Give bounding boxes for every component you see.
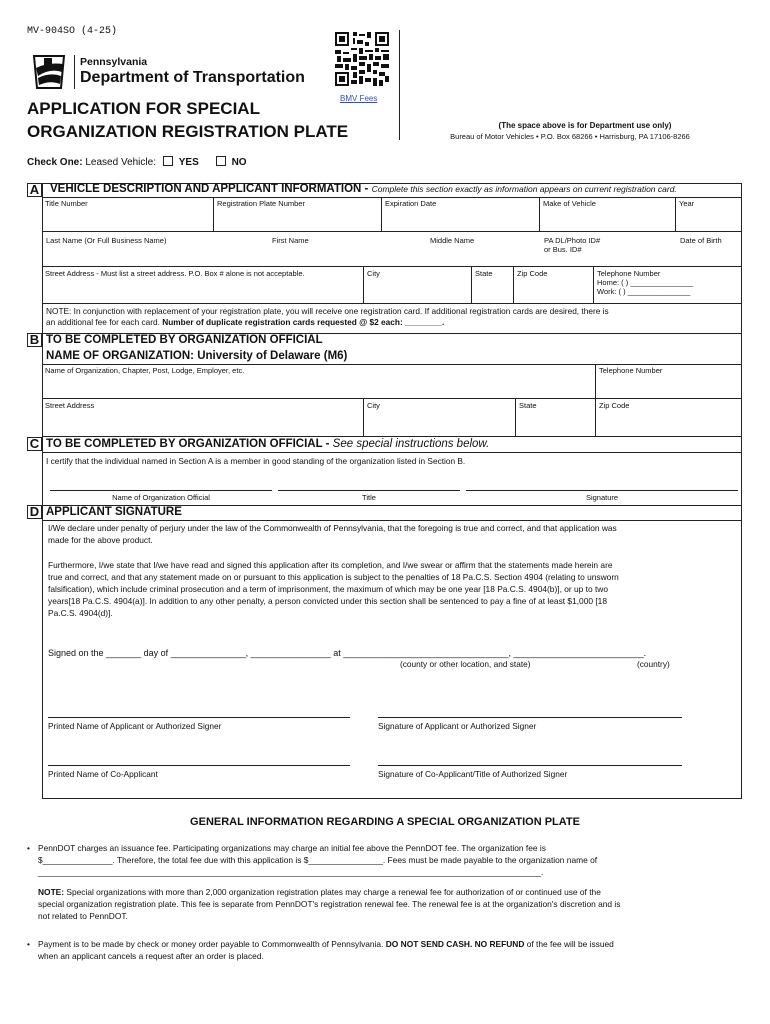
organization-street-field[interactable]: Street Address [42,399,364,437]
section-b-title: TO BE COMPLETED BY ORGANIZATION OFFICIAL [46,334,323,346]
applicant-signature-label: Signature of Applicant or Authorized Signer [378,721,537,731]
section-d-letter: D [27,505,42,519]
telephone-field[interactable] [594,267,742,304]
first-name-label: First Name [272,236,309,245]
co-applicant-signature-label: Signature of Co-Applicant/Title of Authorized Signer [378,769,568,779]
printed-name-line[interactable] [48,717,350,718]
section-a-subtitle: Complete this section exactly as information appears on current registration card. [371,184,677,194]
organization-zip-field[interactable]: Zip Code [596,399,742,437]
section-c-letter: C [27,437,42,451]
yes-checkbox[interactable] [163,156,173,166]
keystone-logo-icon [30,54,68,90]
street-address-field[interactable]: Street Address - Must list a street address. P.O. Box # alone is not acceptable. [42,267,364,304]
printed-name-label: Printed Name of Applicant or Authorized Signer [48,721,222,731]
bullet-icon: • [27,843,30,853]
fee-paragraph: PennDOT charges an issuance fee. Participating organizations may charge an initial fee above the PennDOT fee. The organization fee is $_______________. Therefore, the total fee due with this application is $________________. Fees must be made payable to the organization name of ____________________________________________________________________________________________________________. [38,843,598,877]
title-number-field[interactable]: Title Number [42,197,214,232]
co-applicant-name-label: Printed Name of Co-Applicant [48,769,158,779]
pa-dl-label: PA DL/Photo ID# [544,236,601,245]
registration-plate-number-field[interactable]: Registration Plate Number [214,197,382,232]
penalty-paragraph: Furthermore, I/we state that I/we have read and signed this application after its completion, and I/we swear or affirm that the statements made herein are true and correct, and that any statement made on or pursuant to this application is subject to the penalties of 18 Pa.C.S. Section 4904 (relating to unsworn falsification), which include criminal prosecution and a term of imprisonment, the maximum of which may be one year [18 Pa.C.S. 4904(b)], or up to two years[18 Pa.C.S. 4904(a)]. In addition to any other penalty, a person convicted under this section shall be sentenced to pay a fine of at least $1,000 [18 Pa.C.S. 4904(d)]. [48,560,619,618]
no-label: NO [231,157,247,168]
date-of-birth-label: Date of Birth [680,236,722,245]
official-name-line[interactable] [50,490,272,491]
official-title-label: Title [362,493,376,502]
duplicate-cards-field[interactable]: Number of duplicate registration cards requested @ $2 each: ________. [162,317,445,327]
no-checkbox[interactable] [216,156,226,166]
organization-telephone-field[interactable]: Telephone Number [596,364,742,399]
official-title-line[interactable] [278,490,460,491]
check-one-row [27,156,247,168]
city-field[interactable]: City [364,267,472,304]
form-title-line2: ORGANIZATION REGISTRATION PLATE [27,122,349,141]
yes-label: YES [178,157,199,168]
section-c-subtitle: See special instructions below. [332,438,490,450]
section-a-note: NOTE: In conjunction with replacement of your registration plate, you will receive one registration card. If additional registration cards are desired, there is an additional fee for each card. Number of duplicate registration cards requested @ $2 each: ________. [46,306,609,327]
agency-name: Department of Transportation [80,69,305,86]
organization-name-field[interactable]: Name of Organization, Chapter, Post, Lodge, Employer, etc. [42,364,596,399]
declaration-paragraph: I/We declare under penalty of perjury under the law of the Commonwealth of Pennsylvania, that the foregoing is true and correct, and that application was made for the above product. [48,523,617,545]
section-a-title: VEHICLE DESCRIPTION AND APPLICANT INFORMATION - Complete this section exactly as information appears on current registration card. [50,183,677,195]
leased-vehicle-label: Leased Vehicle: [85,157,156,168]
middle-name-label: Middle Name [430,236,475,245]
agency-state: Pennsylvania [80,56,148,68]
qr-code-icon[interactable] [333,30,391,88]
county-location-label: (county or other location, and state) [400,659,531,669]
signed-on-line[interactable]: Signed on the _______ day of _______________, ________________ at _________________________________, __________________________. [48,648,647,658]
telephone-label: Telephone Number [597,269,661,278]
check-one-label: Check One: [27,157,83,168]
dept-use-note: (The space above is for Department use only) [498,121,672,130]
renewal-note: NOTE: Special organizations with more than 2,000 organization registration plates may charge a renewal fee for authorization of or continued use of the special organization registration plate. This fee is separate from PennDOT's registration renewal fee. The renewal fee is at the organization's discretion and is not related to PennDOT. [38,887,621,921]
co-applicant-name-line[interactable] [48,765,350,766]
payment-paragraph: Payment is to be made by check or money order payable to Commonwealth of Pennsylvania. DO NOT SEND CASH. NO REFUND of the fee will be issued when an applicant cancels a request after an order is placed. [38,939,614,961]
expiration-date-field[interactable]: Expiration Date [382,197,540,232]
co-applicant-signature-line[interactable] [378,765,682,766]
home-phone-label: Home: ( ) _______________ [597,278,693,287]
bmv-fees-link[interactable]: BMV Fees [340,94,378,103]
year-field[interactable]: Year [676,197,742,232]
zip-code-field[interactable]: Zip Code [514,267,594,304]
country-label: (country) [637,659,670,669]
section-a-letter: A [27,183,42,197]
state-field[interactable]: State [472,267,514,304]
section-b-letter: B [27,333,42,347]
certification-text: I certify that the individual named in Section A is a member in good standing of the organization listed in Section B. [46,456,466,466]
general-info-heading: GENERAL INFORMATION REGARDING A SPECIAL ORGANIZATION PLATE [190,816,580,828]
official-signature-line[interactable] [466,490,738,491]
organization-name: NAME OF ORGANIZATION: University of Delaware (M6) [46,350,348,362]
bureau-address: Bureau of Motor Vehicles • P.O. Box 68266 • Harrisburg, PA 17106-8266 [450,132,690,141]
last-name-label: Last Name (Or Full Business Name) [46,236,167,245]
section-d-title: APPLICANT SIGNATURE [46,506,182,518]
form-title-line1: APPLICATION FOR SPECIAL [27,99,260,118]
note-label: NOTE: [38,887,65,897]
official-signature-label: Signature [585,493,619,502]
work-phone-label: Work: ( ) _______________ [597,287,691,296]
make-of-vehicle-field[interactable]: Make of Vehicle [540,197,676,232]
bus-id-label: or Bus. ID# [544,245,582,254]
bullet-icon: • [27,939,30,949]
form-id: MV-904SO (4-25) [27,26,118,37]
official-name-label: Name of Organization Official [112,493,210,502]
applicant-signature-line[interactable] [378,717,682,718]
section-c-title: TO BE COMPLETED BY ORGANIZATION OFFICIAL - See special instructions below. [46,438,490,450]
organization-city-field[interactable]: City [364,399,516,437]
organization-state-field[interactable]: State [516,399,596,437]
